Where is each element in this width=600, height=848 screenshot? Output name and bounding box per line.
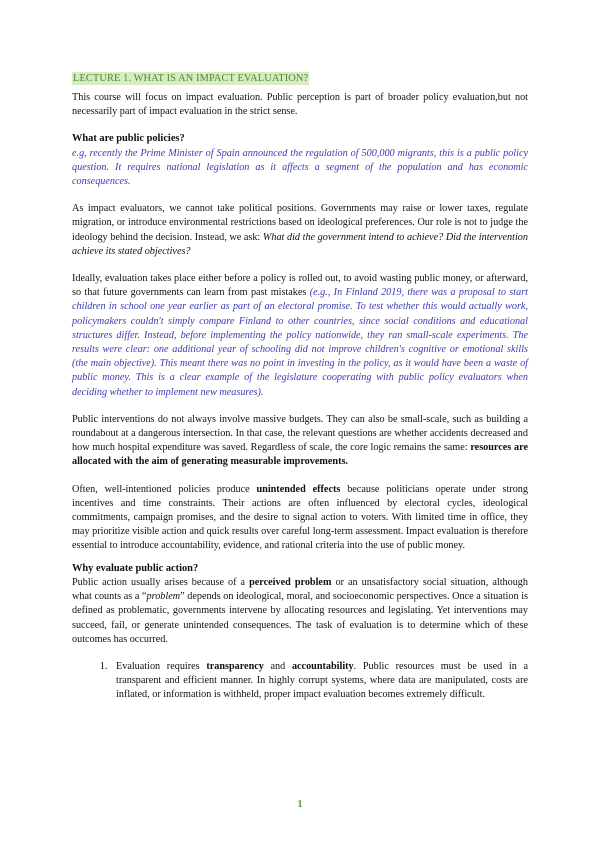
section-heading-public-policies: What are public policies?: [72, 133, 185, 145]
example-spain-migrants: e.g, recently the Prime Minister of Spain announced the regulation of 500,000 migrants, this is a public policy question. It requires national legislation as it affects a segment of the population and has economic consequences.: [72, 147, 528, 188]
evaluators-question: What did the government intend to achieve? Did the intervention achieve its stated objectives?: [72, 231, 528, 257]
why-middle: or an unsatisfactory social situation, although what counts as a “: [72, 576, 528, 603]
list-item-mid: and: [263, 660, 292, 672]
evaluators-paragraph: [72, 202, 528, 259]
unintended-before: Often, well-intentioned policies produce: [72, 483, 257, 495]
unintended-paragraph: [72, 483, 528, 554]
why-after: ” depends on ideological, moral, and socioeconomic perspectives. Once a situation is defined as problematic, governments intervene by allocating resources and legislating. Yet interventions may succeed, fail, or generate unintended consequences. The task of evaluation is to determine which of these outcomes has occurred.: [72, 591, 528, 645]
unintended-after: because politicians operate under strong incentives and time constraints. Their actions are often influenced by electoral cycles, ideological commitments, campaign promises, and the desire to signal action to voters. With limited time in office, they may prioritize visible action and quick results over careful long-term assessment. Impact evaluation is therefore essential to introduce accountability, evidence, and rational criteria into the use of public money.: [72, 483, 528, 552]
intro-paragraph: This course will focus on impact evaluation. Public perception is part of broader policy evaluation,but not necessarily part of impact evaluation in the strict sense.: [72, 92, 528, 118]
why-evaluate-paragraph: [72, 576, 528, 647]
evaluators-text: As impact evaluators, we cannot take political positions. Governments may raise or lower taxes, regulate migration, or introduce environmental restrictions based on ideological preferences. Our role is not to judge the ideology behind the decision. Instead, we ask:: [72, 203, 528, 243]
numbered-list: [72, 660, 528, 703]
list-item-bold-transparency: transparency: [206, 660, 264, 672]
ideally-paragraph: [72, 272, 528, 400]
why-before: Public action usually arises because of a: [72, 576, 250, 588]
section-heading-why-evaluate: Why evaluate public action?: [72, 562, 199, 574]
interventions-text: Public interventions do not always involve massive budgets. They can also be small-scale, such as building a roundabout at a dangerous intersection. In that case, the relevant questions are whether accidents decreased and how much hospital expenditure was saved. Regardless of scale, the core logic remains the same:: [72, 413, 528, 454]
lecture-title: LECTURE 1. WHAT IS AN IMPACT EVALUATION?: [73, 73, 309, 84]
page-number: 1: [297, 798, 303, 810]
interventions-bold: resources are allocated with the aim of generating measurable improvements.: [72, 442, 528, 468]
unintended-bold: unintended effects: [256, 483, 341, 495]
list-item-after: . Public resources must be used in a transparent and efficient manner. In highly corrupt systems, where data are manipulated, costs are inflated, or information is withheld, proper impact evaluation becomes extremely difficult.: [116, 660, 528, 701]
list-item-bold-accountability: accountability: [291, 660, 354, 672]
list-item-before: Evaluation requires: [116, 660, 207, 672]
why-italic: problem: [146, 591, 181, 603]
why-bold: perceived problem: [249, 576, 332, 588]
list-item: [110, 660, 528, 703]
interventions-paragraph: [72, 413, 528, 470]
ideally-text: Ideally, evaluation takes place either before a policy is rolled out, to avoid wasting public money, or afterward, so that future governments can learn from past mistakes: [72, 273, 528, 299]
example-finland: (e.g., In Finland 2019, there was a proposal to start children in school one year earlier as part of an electoral promise. To test whether this would actually work, policymakers couldn't simply compare Finland to other countries, since social conditions and educational structures differ. Instead, before implementing the policy nationwide, they ran small-scale experiments. The results were clear: one additional year of schooling did not improve children's cognitive or emotional skills (the main objective). This meant there was no point in investing in the policy, as it would have been a waste of public money. This is a clear example of the legislature cooperating with public policy evaluators when deciding whether to implement new measures).: [72, 287, 528, 398]
